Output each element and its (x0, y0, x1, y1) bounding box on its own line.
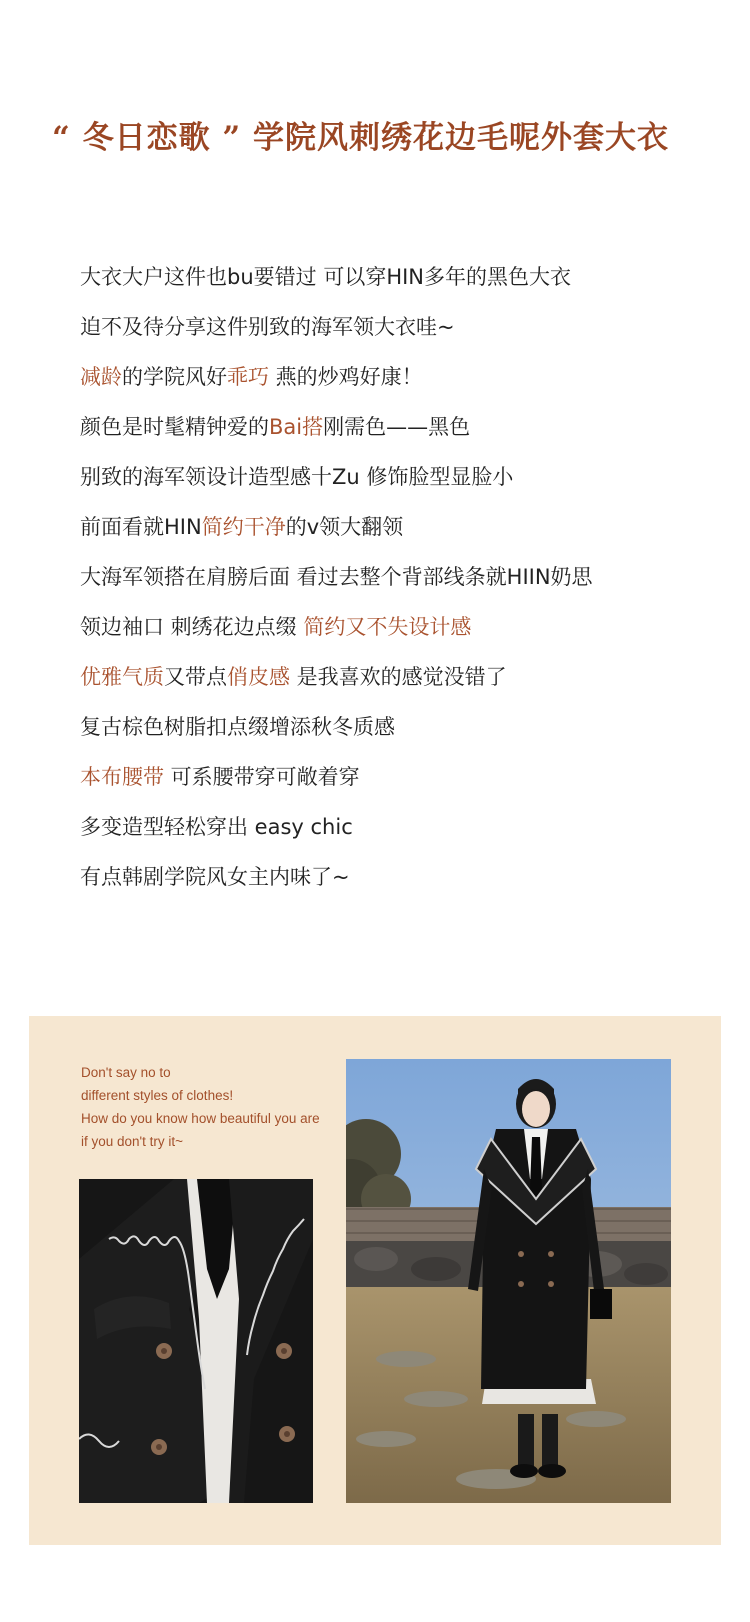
highlight-text: 俏皮感 (227, 665, 290, 689)
description-line (80, 352, 720, 402)
description-line (80, 402, 720, 452)
highlight-text: Bai搭 (269, 415, 324, 439)
description-line (80, 302, 720, 352)
description-line (80, 602, 720, 652)
description-line (80, 702, 720, 752)
coat-detail-photo (79, 1179, 313, 1503)
description-line (80, 852, 720, 902)
body-text: 前面看就HIN (80, 515, 202, 539)
body-text: 的v领大翻领 (285, 515, 404, 539)
body-text: 大海军领搭在肩膀后面 看过去整个背部线条就HIIN奶思 (80, 565, 593, 589)
slogan-text (81, 1061, 361, 1153)
slogan-line: if you don't try it~ (81, 1134, 184, 1149)
product-description (80, 252, 720, 902)
body-text: 的学院风好 (122, 365, 227, 389)
highlight-text: 本布腰带 (80, 765, 164, 789)
body-text: 又带点 (164, 665, 227, 689)
highlight-text: 优雅气质 (80, 665, 164, 689)
highlight-text: 简约又不失设计感 (303, 615, 472, 639)
body-text: 领边袖口 刺绣花边点缀 (80, 615, 304, 639)
body-text: 有点韩剧学院风女主内味了~ (80, 865, 350, 889)
description-line (80, 552, 720, 602)
body-text: 可系腰带穿可敞着穿 (164, 765, 360, 789)
body-text: 刚需色——黑色 (323, 415, 471, 439)
model-outfit-photo (346, 1059, 671, 1503)
slogan-line: different styles of clothes! (81, 1088, 234, 1103)
highlight-text: 简约干净 (201, 515, 286, 539)
description-line (80, 752, 720, 802)
showcase-panel (29, 1016, 721, 1545)
body-text: 复古棕色树脂扣点缀增添秋冬质感 (80, 715, 395, 739)
highlight-text: 减龄 (80, 365, 122, 389)
body-text: 迫不及待分享这件别致的海军领大衣哇~ (80, 315, 455, 339)
body-text: 颜色是时髦精钟爱的 (80, 415, 269, 439)
description-line (80, 502, 720, 552)
description-line (80, 452, 720, 502)
slogan-line: Don't say no to (81, 1065, 171, 1080)
description-line (80, 802, 720, 852)
highlight-text: 乖巧 (227, 365, 269, 389)
body-text: 别致的海军领设计造型感十Zu 修饰脸型显脸小 (80, 465, 514, 489)
body-text: 多变造型轻松穿出 easy chic (80, 815, 353, 839)
description-line (80, 652, 720, 702)
slogan-line: How do you know how beautiful you are (81, 1111, 320, 1126)
body-text: 燕的炒鸡好康！ (269, 365, 423, 389)
page-title: “ 冬日恋歌 ” 学院风刺绣花边毛呢外套大衣 (52, 120, 670, 156)
body-text: 大衣大户这件也bu要错过 可以穿HIN多年的黑色大衣 (80, 265, 572, 289)
description-line (80, 252, 720, 302)
body-text: 是我喜欢的感觉没错了 (290, 665, 507, 689)
